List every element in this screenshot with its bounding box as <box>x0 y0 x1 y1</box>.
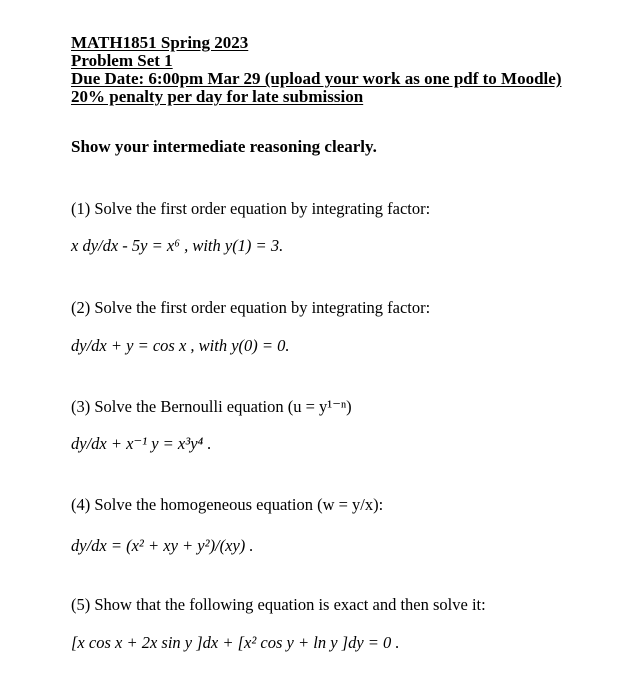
instruction-text: Show your intermediate reasoning clearly. <box>71 137 377 156</box>
late-penalty: 20% penalty per day for late submission <box>71 87 364 106</box>
problem-set-title: Problem Set 1 <box>71 51 173 70</box>
problem-2-equation: dy/dx + y = cos x , with y(0) = 0. <box>71 336 290 355</box>
problem-4-prompt: (4) Solve the homogeneous equation (w = y/x): <box>71 495 384 514</box>
due-date: Due Date: 6:00pm Mar 29 (upload your work as one pdf to Moodle) <box>71 69 562 88</box>
problem-3-prompt: (3) Solve the Bernoulli equation (u = y¹⁻ⁿ) <box>71 397 352 416</box>
problem-5-equation: [x cos x + 2x sin y ]dx + [x² cos y + ln y ]dy = 0 . <box>71 633 400 652</box>
document-header <box>71 34 561 106</box>
problem-3-equation: dy/dx + x⁻¹ y = x³y⁴ . <box>71 434 212 453</box>
problem-2-prompt: (2) Solve the first order equation by integrating factor: <box>71 298 431 317</box>
problem-5-prompt: (5) Show that the following equation is exact and then solve it: <box>71 595 486 614</box>
problem-1-equation: x dy/dx - 5y = x⁶ , with y(1) = 3. <box>71 236 284 255</box>
course-title: MATH1851 Spring 2023 <box>71 33 249 52</box>
problem-4-equation: dy/dx = (x² + xy + y²)/(xy) . <box>71 536 254 555</box>
problem-1-prompt: (1) Solve the first order equation by integrating factor: <box>71 199 431 218</box>
